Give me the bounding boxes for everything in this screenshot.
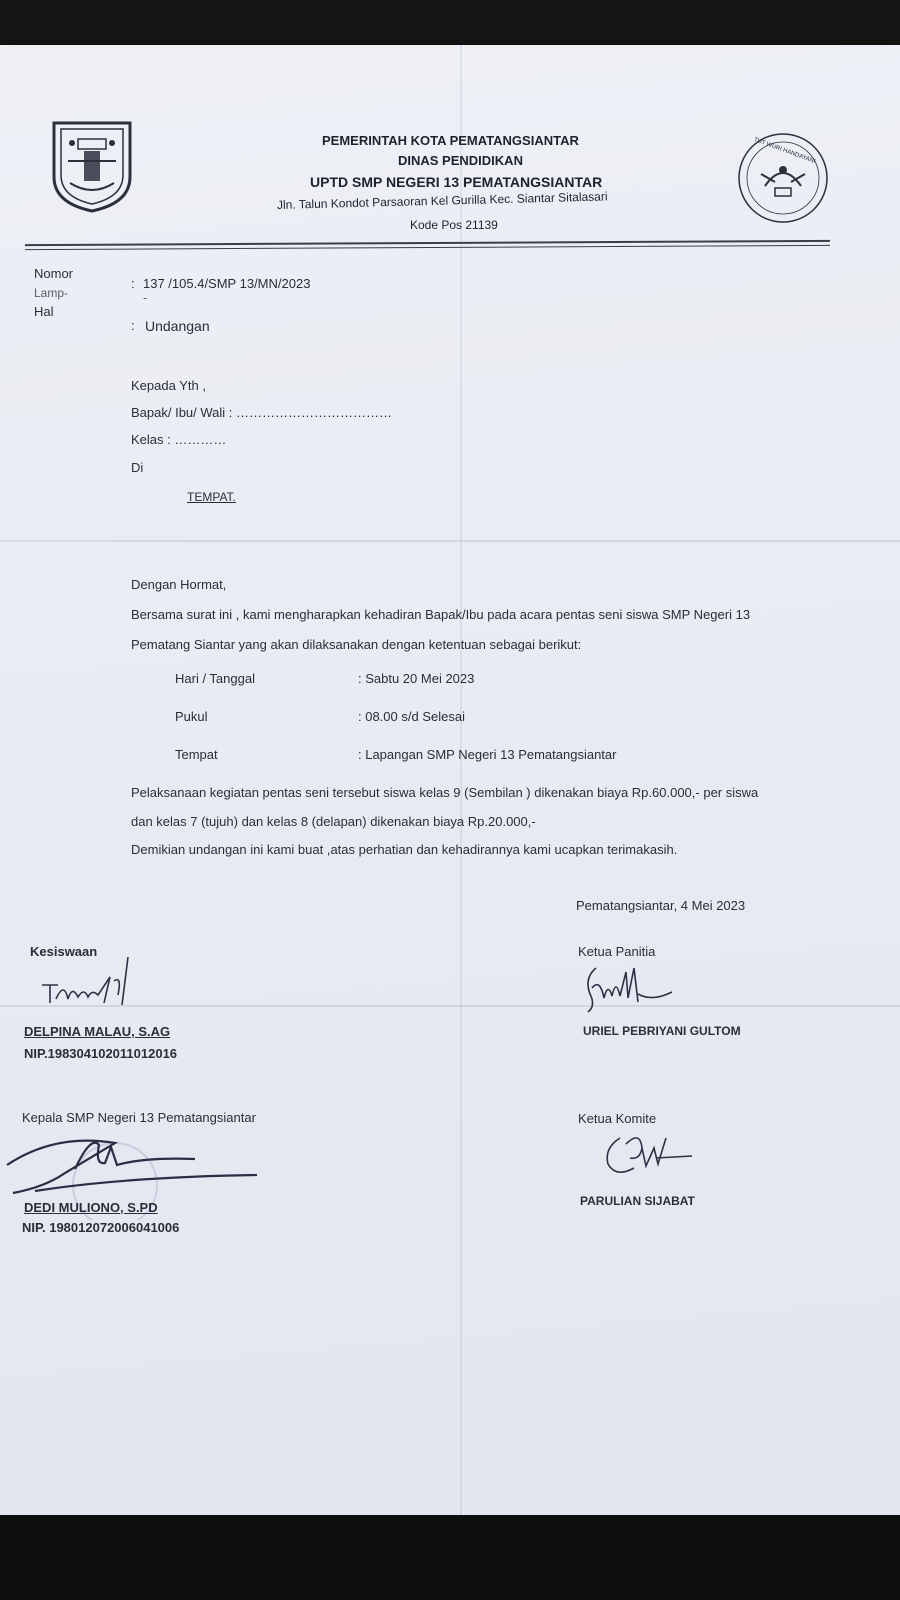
- signatory-name-kepala-sekolah: DEDI MULIONO, S.PD: [24, 1200, 158, 1215]
- signature-ketua-panitia: [582, 958, 682, 1018]
- signatory-name-ketua-panitia: URIEL PEBRIYANI GULTOM: [583, 1024, 741, 1038]
- recipient-guardian-line: Bapak/ Ibu/ Wali : ………………………………: [131, 405, 393, 420]
- letterhead-department: DINAS PENDIDIKAN: [398, 153, 523, 168]
- body-paragraph-2a: Pelaksanaan kegiatan pentas seni tersebut siswa kelas 9 (Sembilan ) dikenakan biaya Rp.60.000,- per siswa: [131, 785, 759, 800]
- signature-ketua-komite: [600, 1118, 700, 1188]
- logo-motto-text: TUT WURI HANDAYANI: [752, 137, 817, 165]
- signature-kesiswaan: [38, 955, 138, 1010]
- signatory-name-kesiswaan: DELPINA MALAU, S.AG: [24, 1024, 171, 1039]
- hal-colon: :: [131, 318, 135, 333]
- letter-paper: [0, 45, 900, 1515]
- detail-label: Tempat: [175, 747, 218, 762]
- background-surface: [0, 1515, 900, 1600]
- hal-label: Hal: [34, 304, 54, 319]
- letterhead-address: Jln. Talun Kondot Parsaoran Kel Gurilla Kec. Siantar Sitalasari: [276, 189, 608, 212]
- detail-value: : 08.00 s/d Selesai: [358, 709, 465, 724]
- signatory-title-ketua-panitia: Ketua Panitia: [578, 944, 656, 959]
- hal-value: Undangan: [145, 318, 210, 334]
- greeting: Dengan Hormat,: [131, 577, 227, 592]
- closing-sentence: Demikian undangan ini kami buat ,atas perhatian dan kehadirannya kami ucapkan terimakasih.: [131, 842, 678, 857]
- nomor-value: 137 /105.4/SMP 13/MN/2023: [143, 276, 311, 291]
- letterhead-postal-code: Kode Pos 21139: [410, 218, 498, 232]
- detail-label: Hari / Tanggal: [175, 671, 255, 686]
- detail-label: Pukul: [175, 709, 208, 724]
- body-paragraph-1a: Bersama surat ini , kami mengharapkan kehadiran Bapak/Ibu pada acara pentas seni siswa SMP Negeri 13: [131, 607, 751, 622]
- signatory-nip-kepala-sekolah: NIP. 198012072006041006: [22, 1220, 180, 1235]
- detail-value: : Lapangan SMP Negeri 13 Pematangsiantar: [358, 747, 617, 762]
- lamp-label: Lamp-: [34, 286, 69, 300]
- body-paragraph-2b: dan kelas 7 (tujuh) dan kelas 8 (delapan) dikenakan biaya Rp.20.000,-: [131, 814, 536, 829]
- recipient-class-line: Kelas : …………: [131, 432, 227, 447]
- recipient-line: Kepada Yth ,: [131, 378, 206, 393]
- detail-value: : Sabtu 20 Mei 2023: [358, 671, 475, 686]
- letterhead-government: PEMERINTAH KOTA PEMATANGSIANTAR: [322, 133, 579, 148]
- lamp-value: -: [143, 290, 148, 305]
- paper-fold-line: [460, 45, 462, 1515]
- signatory-title-ketua-komite: Ketua Komite: [578, 1111, 657, 1126]
- place-date: Pematangsiantar, 4 Mei 2023: [576, 898, 746, 913]
- nomor-label: Nomor: [34, 266, 74, 281]
- signatory-nip-kesiswaan: NIP.198304102011012016: [24, 1046, 178, 1061]
- signatory-title-kesiswaan: Kesiswaan: [30, 944, 98, 959]
- nomor-colon: :: [131, 276, 135, 291]
- signatory-name-ketua-komite: PARULIAN SIJABAT: [580, 1194, 695, 1208]
- city-emblem-logo: [48, 117, 136, 215]
- recipient-di: Di: [131, 460, 144, 475]
- recipient-tempat: TEMPAT.: [187, 490, 236, 504]
- letterhead-school: UPTD SMP NEGERI 13 PEMATANGSIANTAR: [310, 174, 603, 190]
- body-paragraph-1b: Pematang Siantar yang akan dilaksanakan dengan ketentuan sebagai berikut:: [131, 637, 582, 652]
- paper-fold-line: [0, 540, 900, 542]
- signatory-title-kepala-sekolah: Kepala SMP Negeri 13 Pematangsiantar: [22, 1110, 256, 1125]
- tut-wuri-handayani-logo: [735, 130, 831, 226]
